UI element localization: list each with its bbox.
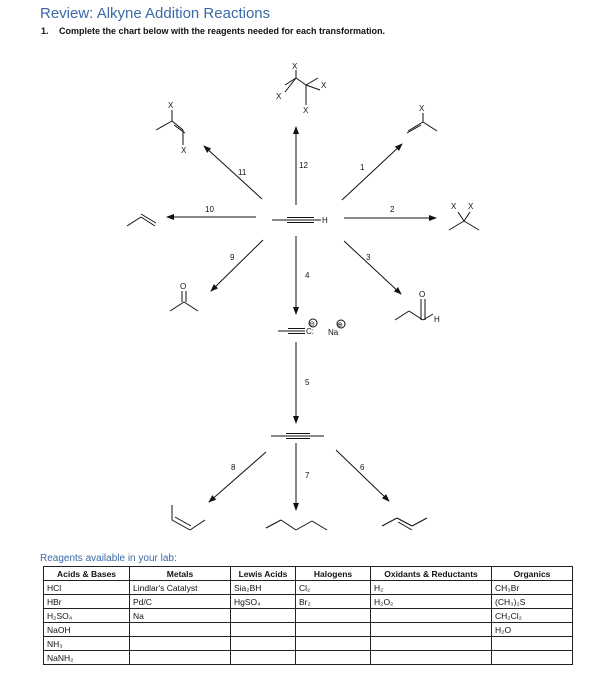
arrow-3-label: 3 (366, 253, 371, 262)
question-text: Complete the chart below with the reagents needed for each transformation. (59, 26, 386, 36)
table-row (44, 581, 573, 595)
header-acids-bases: Acids & Bases (44, 567, 130, 581)
table-cell: HBr (44, 595, 130, 609)
table-cell (231, 637, 296, 651)
table-header-row (44, 567, 573, 581)
arrow-2-label: 2 (390, 205, 395, 214)
reagents-table (43, 566, 573, 665)
question-number: 1. (41, 26, 49, 36)
table-row (44, 595, 573, 609)
acetylide-carbanion: C: (306, 327, 314, 336)
table-cell: HgSO₄ (231, 595, 296, 609)
ketone-o: O (180, 282, 187, 291)
table-cell: NaOH (44, 623, 130, 637)
table-cell (371, 623, 492, 637)
table-row (44, 651, 573, 665)
table-cell (371, 637, 492, 651)
table-cell (231, 623, 296, 637)
table-cell: H₂ (371, 581, 492, 595)
arrow-8-label: 8 (231, 463, 236, 472)
sodium-cation: Na (328, 328, 339, 337)
arrow-7-label: 7 (305, 471, 310, 480)
arrow-6-label: 6 (360, 463, 365, 472)
table-row (44, 623, 573, 637)
table-cell: Sia₂BH (231, 581, 296, 595)
propene-structure (127, 214, 156, 226)
center-alkyne-h: H (322, 216, 328, 225)
vinyl-dihalide-x1: X (168, 101, 174, 110)
table-cell (296, 637, 371, 651)
table-cell (231, 651, 296, 665)
arrow-11 (204, 146, 262, 199)
internal-alkyne-structure (271, 434, 324, 439)
table-cell: Cl₂ (296, 581, 371, 595)
center-alkyne (272, 218, 321, 223)
table-cell: NaNH₂ (44, 651, 130, 665)
table-cell: HCl (44, 581, 130, 595)
table-cell (231, 609, 296, 623)
tetrahalide-structure (285, 70, 320, 105)
table-cell (296, 609, 371, 623)
aldehyde-h: H (434, 315, 440, 324)
arrow-9 (211, 240, 263, 291)
header-lewis-acids: Lewis Acids (231, 567, 296, 581)
table-cell: CH₂Cl₂ (492, 609, 573, 623)
table-cell (130, 623, 231, 637)
vinyl-halide-structure (407, 113, 437, 133)
tetrahalide-x2: X (321, 81, 327, 90)
vinyl-halide-x: X (419, 104, 425, 113)
table-cell: NH₃ (44, 637, 130, 651)
table-cell: Pd/C (130, 595, 231, 609)
table-cell (296, 623, 371, 637)
table-cell: Lindlar's Catalyst (130, 581, 231, 595)
arrow-1 (342, 144, 402, 200)
table-cell (492, 637, 573, 651)
aldehyde-o: O (419, 290, 426, 299)
arrow-6 (336, 450, 389, 501)
table-cell: CH₃Br (492, 581, 573, 595)
acetylide-minus: ⊖ (309, 321, 315, 328)
geminal-x1: X (451, 202, 457, 211)
arrow-8 (209, 452, 266, 502)
table-row (44, 637, 573, 651)
header-organics: Organics (492, 567, 573, 581)
table-cell: H₂O (492, 623, 573, 637)
methyl-ketone-structure (170, 291, 198, 311)
table-cell (130, 637, 231, 651)
arrow-1-label: 1 (360, 163, 365, 172)
arrow-9-label: 9 (230, 253, 235, 262)
arrow-5-label: 5 (305, 378, 310, 387)
table-cell (371, 651, 492, 665)
header-halogens: Halogens (296, 567, 371, 581)
tetrahalide-x3: X (276, 92, 282, 101)
cis-alkene-structure (172, 505, 205, 530)
table-cell: H₂O₂ (371, 595, 492, 609)
tetrahalide-x4: X (303, 106, 309, 115)
arrow-10-label: 10 (205, 205, 214, 214)
arrow-12-label: 12 (299, 161, 308, 170)
arrow-3 (344, 241, 401, 294)
vinyl-dihalide-x2: X (181, 146, 187, 155)
table-cell (296, 651, 371, 665)
page-title: Review: Alkyne Addition Reactions (40, 5, 271, 22)
arrow-11-label: 11 (238, 168, 247, 177)
sodium-plus: ⊕ (337, 322, 343, 329)
arrow-4-label: 4 (305, 271, 310, 280)
geminal-x2: X (468, 202, 474, 211)
reagents-caption: Reagents available in your lab: (40, 553, 177, 564)
table-cell (371, 609, 492, 623)
aldehyde-structure (395, 299, 433, 320)
tetrahalide-x1: X (292, 62, 298, 71)
butane-structure (266, 520, 327, 530)
table-row (44, 609, 573, 623)
geminal-dihalide-structure (449, 212, 479, 230)
vinyl-dihalide-structure (156, 110, 185, 145)
header-metals: Metals (130, 567, 231, 581)
table-cell: H₂SO₄ (44, 609, 130, 623)
header-oxidants-reductants: Oxidants & Reductants (371, 567, 492, 581)
trans-alkene-structure (382, 518, 427, 530)
table-cell: Br₂ (296, 595, 371, 609)
table-cell: Na (130, 609, 231, 623)
table-cell: (CH₃)₂S (492, 595, 573, 609)
table-cell (130, 651, 231, 665)
table-cell (492, 651, 573, 665)
